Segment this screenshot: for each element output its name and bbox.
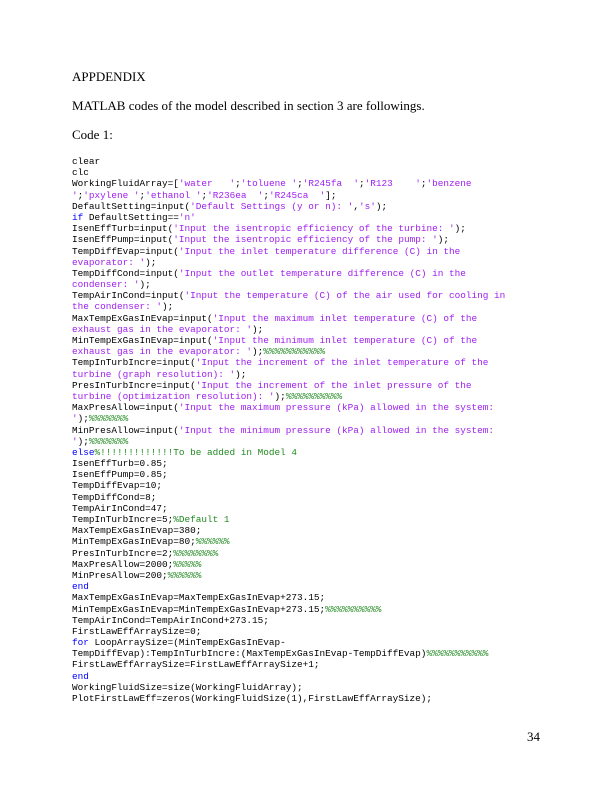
code-segment: ; <box>139 189 146 201</box>
code-segment: TempDiffCond=input( <box>72 267 179 279</box>
code-line <box>72 615 505 626</box>
code-segment: MaxPresAllow=input( <box>72 402 179 414</box>
code-line <box>72 503 505 514</box>
code-segment: WorkingFluidArray=[ <box>72 178 179 190</box>
code-segment: IsenEffTurb=input( <box>72 223 174 235</box>
code-segment: 'R123 ' <box>364 178 421 190</box>
code-segment: 'Input the minimum pressure (kPa) allowed in the system: <box>178 424 494 436</box>
code-line <box>72 380 505 391</box>
code-segment: exhaust gas in the evaporator: ' <box>72 323 253 335</box>
code-line <box>72 469 505 480</box>
code-line <box>72 301 505 312</box>
code-segment: ); <box>437 234 449 246</box>
code-line <box>72 335 505 346</box>
code-segment: turbine (optimization resolution): ' <box>72 390 275 402</box>
code-segment: 'Input the isentropic efficiency of the pump: ' <box>173 234 438 246</box>
code-line <box>72 648 505 659</box>
code-segment: 'R236ea ' <box>207 189 264 201</box>
code-segment: PlotFirstLawEff=zeros(WorkingFluidSize(1),FirstLawEffArraySize); <box>72 693 433 704</box>
code-line <box>72 525 505 536</box>
code-segment: WorkingFluidSize=size(WorkingFluidArray); <box>72 681 303 693</box>
code-segment: ); <box>252 323 264 335</box>
code-line <box>72 402 505 413</box>
code-line <box>72 391 505 402</box>
code-segment: FirstLawEffArraySize=FirstLawEffArraySize+1; <box>72 659 320 671</box>
code-segment: ; <box>297 178 303 190</box>
code-line <box>72 324 505 335</box>
code-segment: 'Input the increment of the inlet pressure of the <box>195 379 472 391</box>
code-segment: 'Input the maximum inlet temperature (C) of the <box>212 312 478 324</box>
code-segment: TempInTurbIncre=5; <box>72 514 174 525</box>
code-segment: FirstLawEffArraySize=0; <box>72 625 202 637</box>
code-line <box>72 268 505 279</box>
code-segment: 'Input the inlet temperature difference (C) in the <box>178 245 461 257</box>
code-segment: %%%%%%% <box>88 413 129 425</box>
code-segment: ; <box>358 178 365 190</box>
code-segment: 'toluene ' <box>240 178 298 190</box>
code-segment: else <box>72 446 95 458</box>
code-segment: %%%%%%%%%%% <box>426 648 489 660</box>
code-line <box>72 346 505 357</box>
code-segment: IsenEffPump=0.85; <box>72 469 168 481</box>
code-segment: ]; <box>325 189 337 201</box>
code-segment: ); <box>145 256 157 268</box>
code-line <box>72 313 505 324</box>
code-line <box>72 492 505 503</box>
code-segment: MaxTempExGasInEvap=MaxTempExGasInEvap+273.15; <box>72 592 326 604</box>
code-segment: TempDiffCond=8; <box>72 491 157 503</box>
code-segment: 'pxylene ' <box>83 189 140 201</box>
code-segment: MaxTempExGasInEvap=380; <box>72 525 202 537</box>
code-caption: Code 1: <box>72 127 113 142</box>
code-segment: MinTempExGasInEvap=80; <box>72 536 196 548</box>
code-segment: 'R245fa ' <box>302 178 359 190</box>
code-segment: %%%%%% <box>195 536 230 548</box>
code-segment: TempDiffEvap=10; <box>72 480 163 492</box>
code-segment: MaxTempExGasInEvap=input( <box>72 312 213 324</box>
code-line <box>72 604 505 615</box>
code-segment: ; <box>420 178 427 190</box>
code-segment: end <box>72 581 89 593</box>
code-line <box>72 447 505 458</box>
code-segment: %%%%%%%%%% <box>325 603 382 615</box>
page-number: 34 <box>527 729 540 744</box>
code-line <box>72 626 505 637</box>
code-segment: TempDiffEvap):TempInTurbIncre:(MaxTempExGasInEvap-TempDiffEvap) <box>72 648 427 660</box>
code-segment: MinTempExGasInEvap=input( <box>72 335 213 346</box>
code-line <box>72 212 505 223</box>
code-segment: DefaultSetting=input( <box>72 200 191 212</box>
code-line <box>72 190 505 201</box>
code-segment: TempDiffEvap=input( <box>72 245 179 257</box>
code-block <box>72 156 505 704</box>
code-line <box>72 480 505 491</box>
code-segment: TempInTurbIncre=input( <box>72 357 196 369</box>
code-segment: MinPresAllow=input( <box>72 424 179 436</box>
intro-paragraph: MATLAB codes of the model described in section 3 are followings. <box>72 98 425 113</box>
code-segment: 'ethanol ' <box>145 189 202 201</box>
code-segment: ); <box>454 223 466 235</box>
code-line <box>72 570 505 581</box>
code-line <box>72 682 505 693</box>
code-line <box>72 458 505 469</box>
code-segment: %%%%%%% <box>88 435 129 447</box>
code-segment: DefaultSetting== <box>83 211 179 223</box>
code-segment: 'Input the temperature (C) of the air used for cooling in <box>184 290 506 302</box>
code-segment: 's' <box>358 200 376 212</box>
code-line <box>72 279 505 290</box>
code-segment: the condenser: ' <box>72 301 163 313</box>
code-segment: 'benzene <box>426 178 472 190</box>
code-segment: IsenEffPump=input( <box>72 234 174 246</box>
code-segment: clc <box>72 167 89 179</box>
code-line <box>72 548 505 559</box>
code-segment: end <box>72 670 89 682</box>
code-segment: ); <box>162 301 174 313</box>
code-segment: %!!!!!!!!!!!!!To be added in Model 4 <box>94 446 298 458</box>
code-line <box>72 178 505 189</box>
code-segment: %%%%%% <box>167 569 202 581</box>
code-segment: %%%%%%%%%%% <box>263 346 326 358</box>
code-segment: 'R245ca ' <box>269 189 326 201</box>
code-segment: ); <box>77 435 89 447</box>
code-segment: %Default 1 <box>173 514 230 525</box>
code-segment: turbine (graph resolution): ' <box>72 368 236 380</box>
code-line <box>72 156 505 167</box>
code-segment: ); <box>375 200 388 212</box>
code-line <box>72 671 505 682</box>
code-segment: ' <box>72 413 78 425</box>
code-segment: LoopArraySize=(MinTempExGasInEvap- <box>88 637 286 649</box>
code-line <box>72 357 505 368</box>
code-segment: ; <box>77 189 84 201</box>
code-segment: %%%%%%%%%% <box>285 390 343 402</box>
code-segment: TempAirInCond=input( <box>72 290 185 302</box>
code-segment: 'Input the maximum pressure (kPa) allowed in the system: <box>178 402 494 414</box>
code-segment: %%%%% <box>173 558 202 570</box>
code-segment: ; <box>235 178 241 190</box>
code-segment: PresInTurbIncre=2; <box>72 547 174 559</box>
code-segment: 'Input the isentropic efficiency of the turbine: ' <box>173 223 455 235</box>
code-line <box>72 659 505 670</box>
code-line <box>72 592 505 603</box>
code-line <box>72 234 505 245</box>
code-line <box>72 693 505 704</box>
code-segment: 'n' <box>178 211 196 223</box>
code-segment: MaxPresAllow=2000; <box>72 558 174 570</box>
section-heading: APPDENDIX <box>72 69 146 84</box>
code-segment: for <box>72 637 89 649</box>
code-line <box>72 290 505 301</box>
code-line <box>72 246 505 257</box>
code-segment: evaporator: ' <box>72 256 146 268</box>
code-segment: ); <box>77 413 89 425</box>
code-line <box>72 536 505 547</box>
code-line <box>72 581 505 592</box>
code-segment: exhaust gas in the evaporator: ' <box>72 346 253 358</box>
code-segment: 'Default Settings (y or n): ' <box>190 200 354 212</box>
code-line <box>72 223 505 234</box>
code-segment: TempAirInCond=TempAirInCond+273.15; <box>72 614 269 626</box>
code-segment: ); <box>235 368 247 380</box>
code-segment: 'Input the increment of the inlet temperature of the <box>195 357 489 369</box>
code-segment: ); <box>139 279 151 291</box>
code-segment: ; <box>201 189 208 201</box>
code-line <box>72 369 505 380</box>
code-segment: %%%%%%%% <box>173 547 219 559</box>
code-segment: 'water ' <box>178 178 236 190</box>
code-segment: TempAirInCond=47; <box>72 502 168 514</box>
code-line <box>72 257 505 268</box>
code-segment: IsenEffTurb=0.85; <box>72 458 168 470</box>
code-segment: condenser: ' <box>72 279 140 291</box>
code-line <box>72 637 505 648</box>
code-line <box>72 514 505 525</box>
code-segment: ); <box>252 346 264 358</box>
code-line <box>72 167 505 178</box>
code-segment: ' <box>72 189 78 201</box>
code-segment: ' <box>72 435 78 447</box>
code-segment: 'Input the minimum inlet temperature (C) of the <box>212 335 478 346</box>
code-line <box>72 436 505 447</box>
code-segment: , <box>353 200 359 212</box>
code-segment: ); <box>274 390 286 402</box>
code-line <box>72 201 505 212</box>
code-segment: PresInTurbIncre=input( <box>72 379 196 391</box>
code-line <box>72 413 505 424</box>
code-line <box>72 559 505 570</box>
code-segment: MinPresAllow=200; <box>72 569 168 581</box>
code-segment: MinTempExGasInEvap=MinTempExGasInEvap+273.15; <box>72 603 326 615</box>
code-segment: if <box>72 211 84 223</box>
code-segment: 'Input the outlet temperature difference (C) in the <box>178 267 466 279</box>
code-line <box>72 425 505 436</box>
code-segment: clear <box>72 156 101 167</box>
code-segment: ; <box>263 189 269 201</box>
